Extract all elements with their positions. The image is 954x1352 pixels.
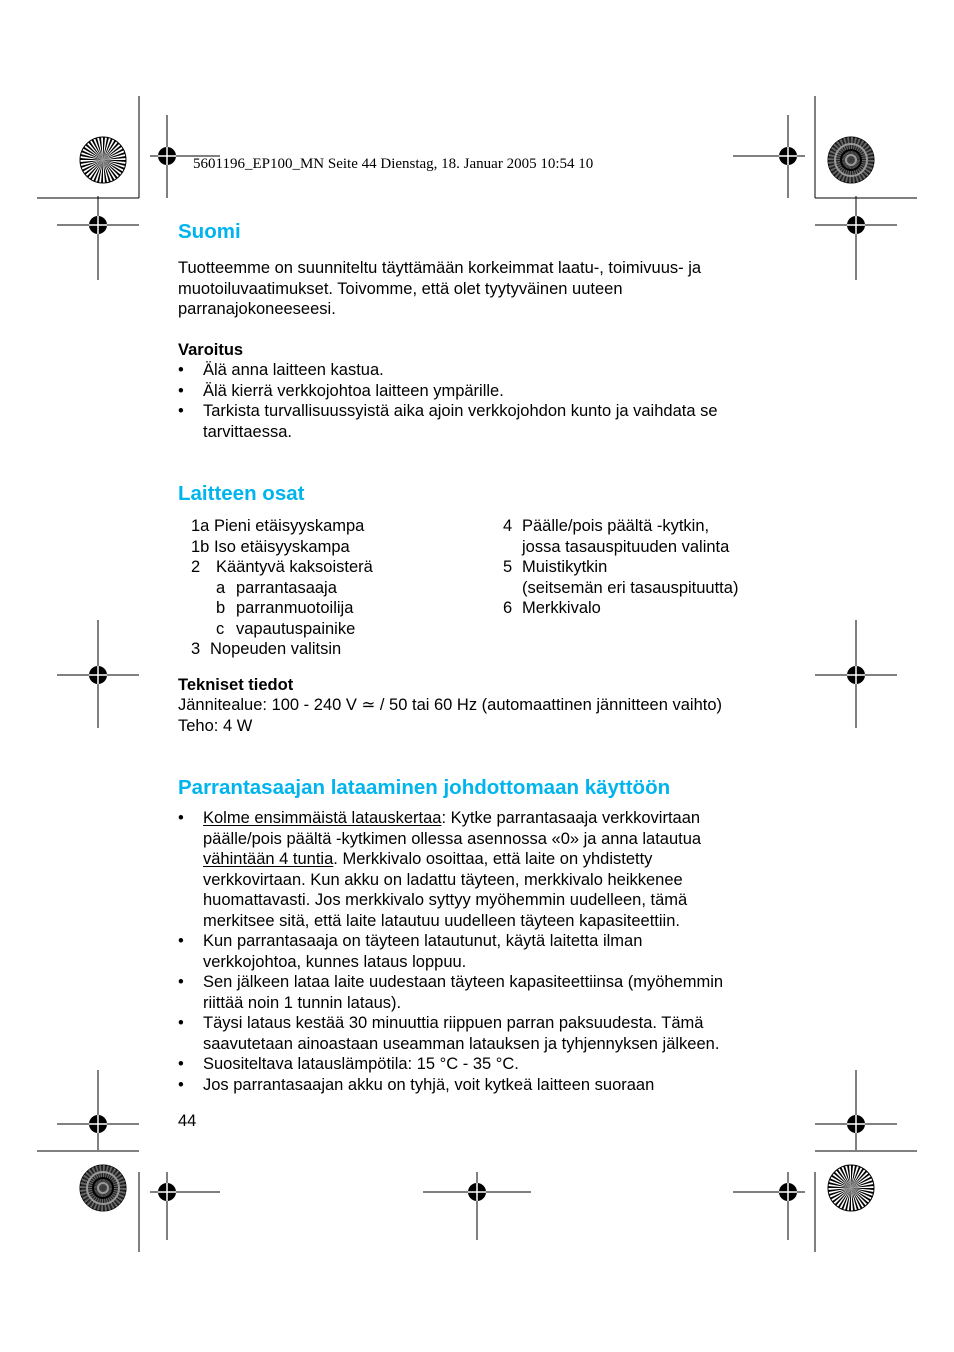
section-title-parts: Laitteen osat xyxy=(178,482,305,505)
list-item xyxy=(191,516,373,537)
charging-text: riittää noin 1 tunnin lataus). xyxy=(203,993,402,1012)
parts-list-right xyxy=(503,516,738,619)
part-number: 1a xyxy=(191,517,210,535)
list-item xyxy=(503,516,738,537)
part-number: 4 xyxy=(503,517,513,535)
warning-title: Varoitus xyxy=(178,341,244,359)
tech-line: Teho: 4 W xyxy=(178,716,253,735)
page-number: 44 xyxy=(178,1112,197,1130)
section-title-charging: Parrantasaajan lataaminen johdottomaan käyttöön xyxy=(178,776,671,799)
list-item xyxy=(191,598,373,619)
list-item xyxy=(178,381,718,402)
charging-text: . Merkkivalo osoittaa, että laite on yhdistetty xyxy=(333,850,653,868)
header-slug: 5601196_EP100_MN Seite 44 Dienstag, 18. Januar 2005 10:54 10 xyxy=(193,156,594,172)
underlined-term: Kolme ensimmäistä latauskertaa xyxy=(203,809,442,827)
part-label: parrantasaaja xyxy=(236,578,337,597)
charging-text: verkkojohtoa, kunnes lataus loppuu. xyxy=(203,952,467,971)
charging-text: huomattavasti. Jos merkkivalo syttyy myöhemmin uudelleen, tämä xyxy=(203,891,688,909)
part-number: c xyxy=(216,619,225,638)
part-label: Nopeuden valitsin xyxy=(210,640,342,658)
list-item xyxy=(178,808,723,931)
part-label: Kääntyvä kaksoisterä xyxy=(216,558,373,576)
list-item xyxy=(503,598,738,619)
list-item xyxy=(178,972,723,1013)
part-label: vapautuspainike xyxy=(236,619,356,638)
part-label: Iso etäisyyskampa xyxy=(213,537,350,556)
part-number: 1b xyxy=(191,537,210,556)
intro-line: Tuotteemme on suunniteltu täyttämään korkeimmat laatu-, toimivuus- ja xyxy=(178,259,702,277)
list-item xyxy=(503,537,738,558)
list-item xyxy=(178,1054,723,1075)
warning-list xyxy=(178,360,718,442)
warning-text: tarvittaessa. xyxy=(203,422,292,441)
list-item xyxy=(191,578,373,599)
list-item xyxy=(178,1075,723,1096)
charging-text: • Kun parrantasaaja on täyteen latautunut, käytä laitetta ilman xyxy=(203,932,643,950)
intro-line: parranajokoneeseesi. xyxy=(178,300,336,318)
tech-specs xyxy=(178,695,722,736)
list-item xyxy=(191,639,373,660)
underlined-term: vähintään 4 tuntia xyxy=(203,850,334,868)
warning-text: Älä anna laitteen kastua. xyxy=(203,361,384,379)
intro-line: muotoiluvaatimukset. Toivomme, että olet tyytyväinen uuteen xyxy=(178,279,623,298)
charging-text: : Kytke parrantasaaja verkkovirtaan xyxy=(441,809,701,827)
charging-text: • Suositeltava latauslämpötila: 15 °C - 35 °C. xyxy=(203,1055,519,1073)
charging-text: verkkovirtaan. Kun akku on ladattu täyteen, merkkivalo heikkenee xyxy=(203,870,683,889)
charging-text: • Jos parrantasaajan akku on tyhjä, voit kytkeä laitteen suoraan xyxy=(203,1075,655,1094)
part-number: b xyxy=(216,599,226,617)
list-item xyxy=(178,931,723,972)
list-item xyxy=(191,537,373,558)
intro-paragraph xyxy=(178,258,701,320)
charging-text: merkitsee sitä, että laite latautuu uudelleen täyteen kapasiteettiin. xyxy=(203,911,680,930)
list-item xyxy=(503,557,738,578)
tech-title: Tekniset tiedot xyxy=(178,676,294,694)
list-item xyxy=(191,557,373,578)
charging-text: • Täysi lataus kestää 30 minuuttia riippuen parran paksuudesta. Tämä xyxy=(203,1014,704,1032)
list-item xyxy=(178,401,718,442)
part-number: 5 xyxy=(503,558,513,576)
warning-text: • Tarkista turvallisuussyistä aika ajoin verkkojohdon kunto ja vaihdata se xyxy=(203,402,718,420)
charging-text: päälle/pois päältä -kytkimen ollessa asennossa «0» ja anna latautua xyxy=(203,829,702,848)
list-item xyxy=(503,578,738,599)
part-number: 3 xyxy=(191,640,201,658)
section-title-suomi: Suomi xyxy=(178,220,241,243)
part-number: a xyxy=(216,578,226,597)
charging-list xyxy=(178,808,723,1095)
parts-list-left xyxy=(191,516,373,660)
part-number: 6 xyxy=(503,599,513,617)
part-label: jossa tasauspituuden valinta xyxy=(522,537,730,556)
part-label: Merkkivalo xyxy=(522,599,601,617)
part-label: parranmuotoilija xyxy=(236,599,354,617)
list-item xyxy=(178,360,718,381)
list-item xyxy=(178,1013,723,1054)
part-label: (seitsemän eri tasauspituutta) xyxy=(522,578,739,597)
charging-text: • Sen jälkeen lataa laite uudestaan täyteen kapasiteettiinsa (myöhemmin xyxy=(203,973,724,991)
warning-text: Älä kierrä verkkojohtoa laitteen ympärille. xyxy=(203,381,504,400)
part-label: Pieni etäisyyskampa xyxy=(213,517,365,535)
tech-line: Jännitealue: 100 - 240 V ≃ / 50 tai 60 Hz (automaattinen jännitteen vaihto) xyxy=(178,696,723,714)
part-label: Päälle/pois päältä -kytkin, xyxy=(522,517,710,535)
part-label: Muistikytkin xyxy=(522,558,608,576)
charging-text: saavutetaan ainoastaan useamman latauksen ja tyhjennyksen jälkeen. xyxy=(203,1034,720,1053)
part-number: 2 xyxy=(191,558,201,576)
list-item xyxy=(191,619,373,640)
